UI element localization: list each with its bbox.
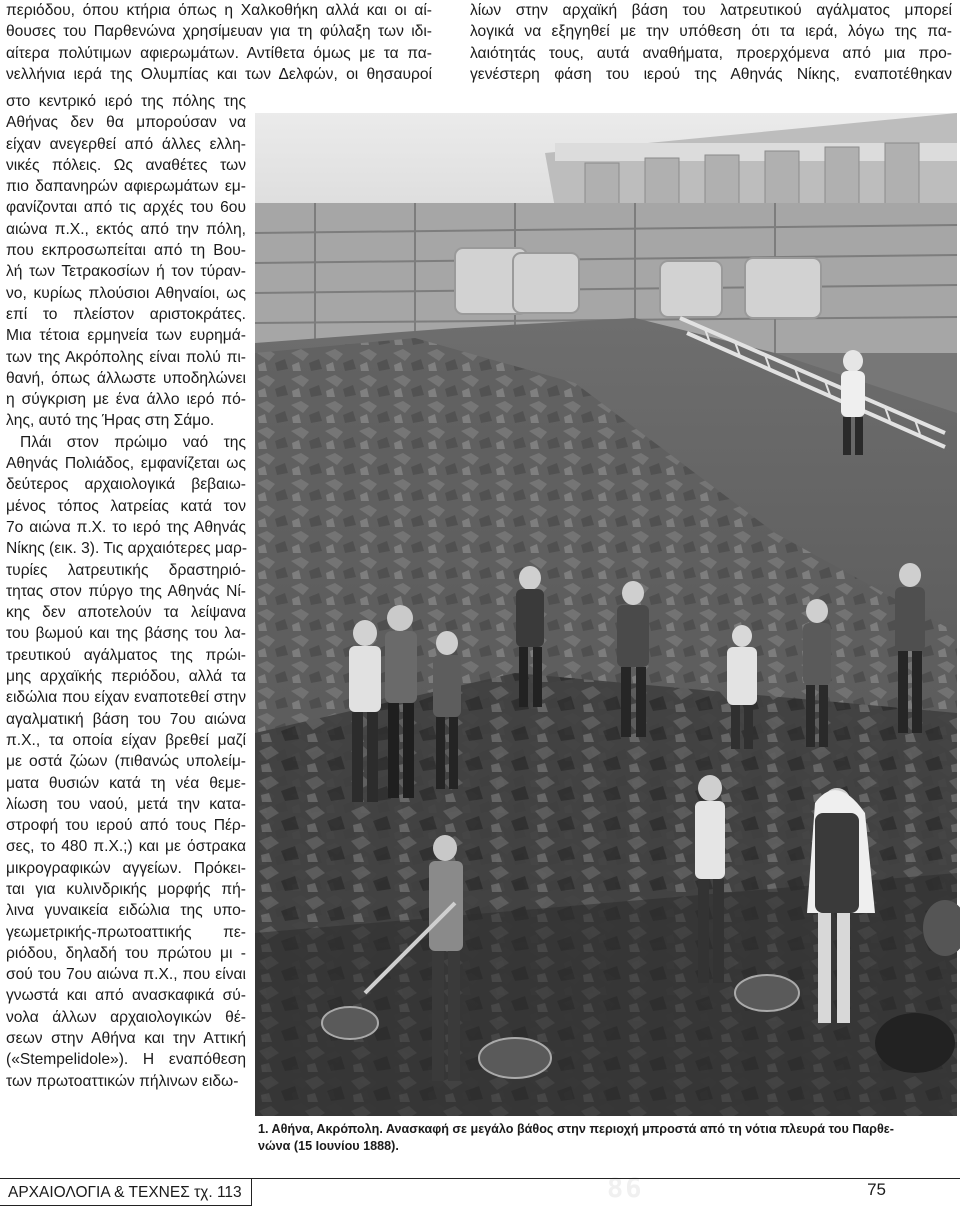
text-line: Νίκης (εικ. 3). Τις αρχαιότερες μαρ- [6,540,248,558]
text-line: π.Χ., τα οποία είχαν βρεθεί μαζί [6,731,246,749]
text-line: ματα θυσιών κατά τη νέα θεμε- [6,774,246,792]
text-line: τητας στον πύργο της Αθηνάς Νί- [6,582,246,600]
top-left-paragraph [6,0,432,85]
caption-line: νώνα (15 Ιουνίου 1888). [258,1139,399,1153]
text-line: φανίζονται από τις αρχές του 6ου [6,199,246,217]
text-line: περιόδου, όπου κτήρια όπως η Χαλκοθήκη αλλά και οι αί- [6,2,432,19]
text-line: κης δεν αποτελούν τα λείψανα [6,604,246,622]
text-line: τρευτικού αγάλματος της πρώι- [6,646,246,664]
top-right-paragraph [470,0,952,85]
plate-number: 86 [607,1173,644,1204]
text-line: των της Ακρόπολης είναι πολύ πι- [6,348,246,366]
text-line: νικές πόλεις. Ως αναθέτες των [6,156,246,174]
text-line: θανή, όπως άλλωστε υποδηλώνει [6,369,246,387]
text-line: επί το πλείστον αριστοκράτες. [6,305,246,323]
text-line: ειδώλια που είχαν εναποτεθεί στην [6,689,246,707]
text-line: η σύγκριση με ένα άλλο ιερό πό- [6,391,246,409]
text-line: Αθηνάς Πολιάδος, εμφανίζεται ως [6,455,246,473]
text-line: μικρογραφικών αγγείων. Πρόκει- [6,859,246,877]
text-line: («Stempelidole»). Η εναπόθεση [6,1051,246,1069]
text-line: γεωμετρικής-πρωτοαττικής πε- [6,923,246,941]
text-line: λαιότητάς τους, αυτά αναθήματα, προερχόμενα από μια προ- [470,44,952,62]
text-line: ται για κυλινδρικής μορφής πή- [6,880,246,898]
text-line: γενέστερη φάση του ιερού της Αθηνάς Νίκης, εναποτέθηκαν [470,65,952,83]
text-line: τυρίες λατρευτικής δραστηριό- [6,561,246,579]
text-line: του βωμού και της βάσης του λα- [6,625,246,643]
photo-illustration [255,113,957,1116]
text-line: Πλάι στον πρώιμο ναό της [20,433,246,451]
text-line: δεύτερος αρχαιολογικά βεβαιω- [6,476,246,494]
text-line: Αθήνας δεν θα μπορούσαν να [6,114,246,132]
text-line: στο κεντρικό ιερό της πόλης της [6,93,246,110]
text-line: νολα άλλων αρχαιολογικών θέ- [6,1008,246,1026]
text-line: γνωστά και από ανασκαφικά σύ- [6,987,246,1005]
text-line: σες, το 480 π.Χ.;) και με όστρακα [6,838,246,856]
footer-rule [252,1178,960,1179]
text-line: νο, κυρίως πλούσιοι Αθηναίοι, ως [6,284,246,302]
text-line: 7ο αιώνα π.Χ. το ιερό της Αθηνάς [6,518,246,536]
text-line: των πρωτοαττικών πήλινων ειδω- [6,1072,239,1090]
text-line: λίωση του ναού, μετά την κατα- [6,795,246,813]
text-line: είχαν ανεγερθεί από άλλες ελλη- [6,135,246,153]
text-line: στροφή του ιερού από τους Πέρ- [6,817,246,835]
text-line: αιώνα π.Χ., εκτός από την πόλη, [6,220,246,238]
text-line: αγαλματική βάση του 7ου αιώνα [6,710,246,728]
text-line: με οστά ζώων (πιθανώς υπολείμ- [6,753,246,771]
left-text-column [6,91,246,1092]
magazine-issue-label: ΑΡΧΑΙΟΛΟΓΙΑ & ΤΕΧΝΕΣ τχ. 113 [0,1178,252,1206]
text-line: μένος τόπος λατρείας κατά τον [6,497,246,515]
text-line: σεων στην Αθήνα και την Αττική [6,1030,246,1048]
text-line: λογικά να εξηγηθεί με την υπόθεση ότι τα ιερά, λόγω της πα- [470,23,952,41]
text-line: αίτερα πολύτιμων αφιερωμάτων. Αντίθετα όμως με τα πα- [6,44,432,62]
text-line: σού του 7ου αιώνα π.Χ., που είναι [6,966,246,984]
text-line: πιο δαπανηρών αφιερωμάτων εμ- [6,178,246,196]
text-line: ριόδου, δηλαδή του πρώτου μι - [6,944,246,962]
text-line: Μια τέτοια ερμηνεία των ευρημά- [6,327,246,345]
text-line: μης αρχαϊκής περιόδου, αλλά τα [6,668,246,686]
text-line: που εκπροσωπείται από τη Βου- [6,242,246,260]
text-line: θουσες του Παρθενώνα χρησίμευαν για τη φύλαξη των ιδι- [6,23,432,41]
caption-line: 1. Αθήνα, Ακρόπολη. Ανασκαφή σε μεγάλο βάθος στην περιοχή μπροστά από τη νότια πλευρά του Παρθε- [258,1122,894,1136]
photo-caption [258,1121,898,1155]
text-line: νελλήνια ιερά της Ολυμπίας και των Δελφών, οι θησαυροί [6,65,432,83]
text-line: λης, αυτό της Ήρας στη Σάμο. [6,412,215,430]
text-line: λινα γυναικεία ειδώλια της υπο- [6,902,246,920]
text-line: λίων στην αρχαϊκή βάση του λατρευτικού αγάλματος μπορεί [470,2,952,19]
text-line: λή των Τετρακοσίων ή τον τύραν- [6,263,246,281]
page-number: 75 [867,1180,886,1199]
